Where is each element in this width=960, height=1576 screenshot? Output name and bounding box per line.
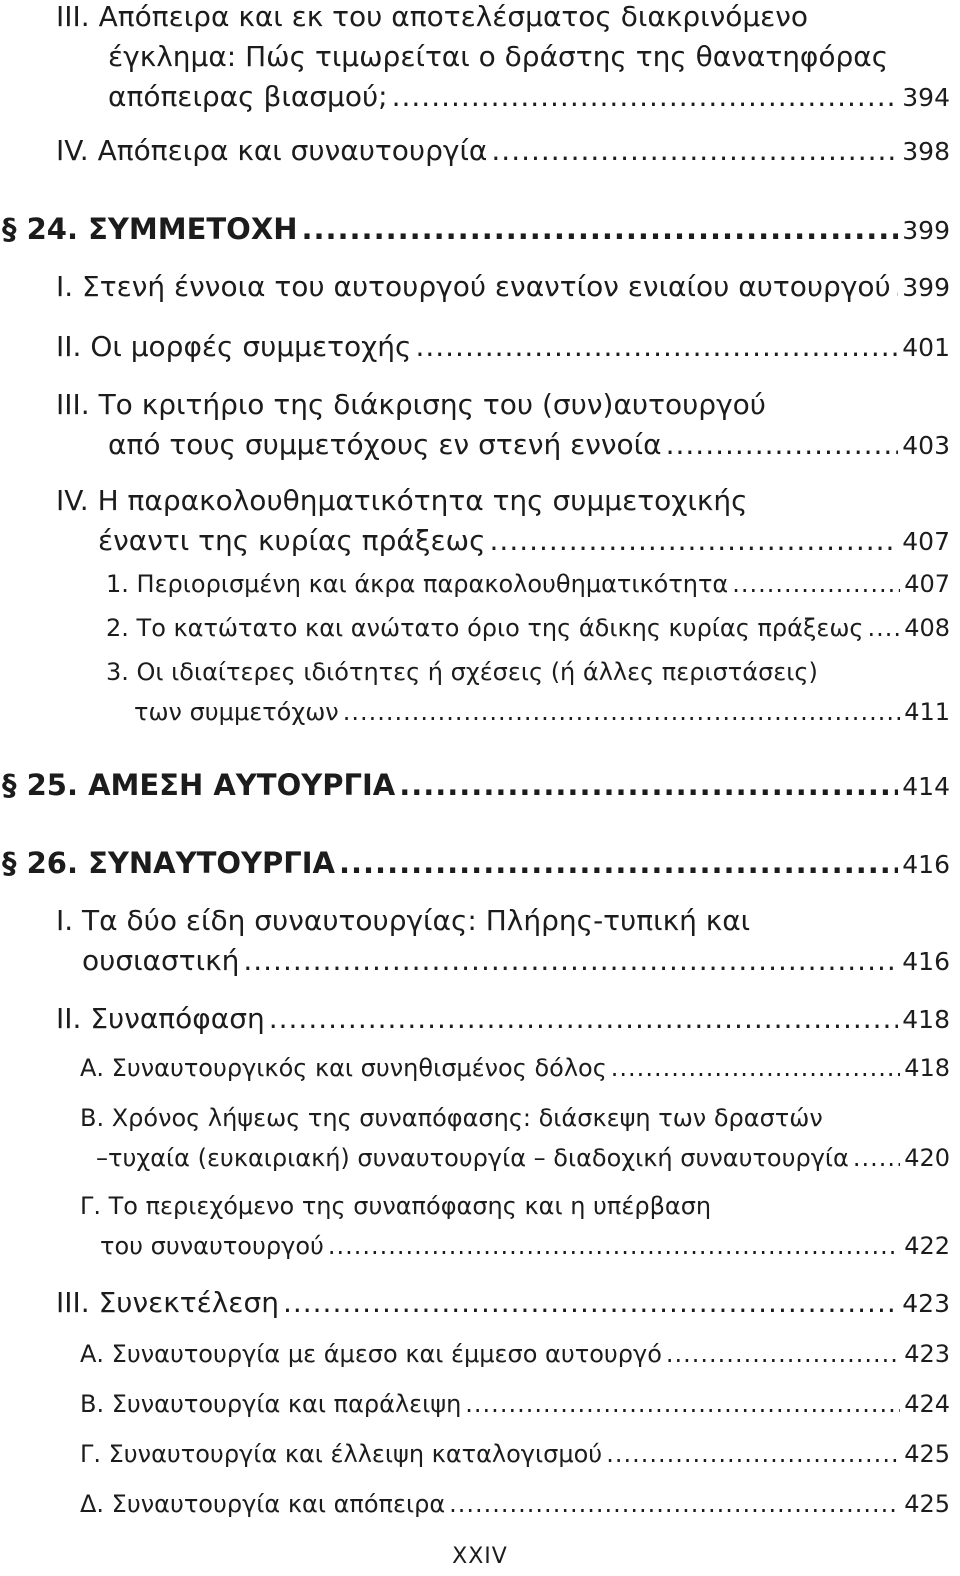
toc-entry-title: Α. Συναυτουργικός και συνηθισμένος δόλος — [80, 1054, 607, 1082]
toc-entry-title: Α. Συναυτουργία με άμεσο και έμμεσο αυτουργό — [80, 1340, 662, 1368]
toc-entry-line — [2, 768, 950, 808]
toc-page-number: 411 — [904, 698, 950, 726]
page-number-roman: XXIV — [452, 1544, 508, 1569]
toc-entry-title: έναντι της κυρίας πράξεως — [98, 524, 486, 557]
toc-entry-title: III. Απόπειρα και εκ του αποτελέσματος διακρινόμενο — [56, 0, 809, 33]
dot-leader — [269, 1002, 899, 1035]
toc-entry-line — [56, 134, 950, 174]
dot-leader — [895, 270, 899, 303]
toc-entry-line — [56, 484, 950, 524]
toc-entry-title: Γ. Το περιεχόμενο της συναπόφασης και η υπέρβαση — [80, 1192, 712, 1220]
toc-entry-title: Γ. Συναυτουργία και έλλειψη καταλογισμού — [80, 1440, 603, 1468]
toc-entry-title: III. Το κριτήριο της διάκρισης του (συν)αυτουργού — [56, 388, 766, 421]
dot-leader — [339, 846, 898, 880]
toc-entry-title: III. Συνεκτέλεση — [56, 1286, 279, 1319]
toc-page-number: 416 — [902, 850, 950, 879]
toc-page-number: 401 — [902, 333, 950, 362]
dot-leader — [853, 1144, 900, 1172]
toc-entry-line — [134, 698, 950, 738]
dot-leader — [606, 1440, 900, 1468]
dot-leader — [399, 768, 898, 802]
dot-leader — [732, 570, 900, 598]
toc-entry-line — [98, 524, 950, 564]
toc-entry-line — [2, 212, 950, 252]
dot-leader — [868, 614, 901, 642]
dot-leader — [243, 944, 898, 977]
toc-entry-title: § 25. ΑΜΕΣΗ ΑΥΤΟΥΡΓΙΑ — [2, 768, 396, 802]
toc-page-number: 424 — [904, 1390, 950, 1418]
toc-entry-line — [96, 1144, 950, 1184]
toc-page-number: 420 — [904, 1144, 950, 1172]
toc-entry-line — [106, 658, 950, 698]
toc-page-number: 422 — [904, 1232, 950, 1260]
toc-entry-title: –τυχαία (ευκαιριακή) συναυτουργία – διαδοχική συναυτουργία — [96, 1144, 849, 1172]
toc-entry-line — [80, 1340, 950, 1380]
toc-entry-line — [108, 428, 950, 468]
toc-page-number: 407 — [904, 570, 950, 598]
dot-leader — [343, 698, 900, 726]
toc-entry-title: II. Συναπόφαση — [56, 1002, 265, 1035]
toc-entry-title: 3. Οι ιδιαίτερες ιδιότητες ή σχέσεις (ή άλλες περιστάσεις) — [106, 658, 818, 686]
toc-entry-line — [80, 1390, 950, 1430]
toc-entry-line — [80, 1054, 950, 1094]
toc-entry-title: § 24. ΣΥΜΜΕΤΟΧΗ — [2, 212, 298, 246]
toc-entry-title: 2. Το κατώτατο και ανώτατο όριο της άδικης κυρίας πράξεως — [106, 614, 864, 642]
dot-leader — [666, 1340, 900, 1368]
toc-entry-line — [80, 1440, 950, 1480]
toc-entry-title: έγκλημα: Πώς τιμωρείται ο δράστης της θανατηφόρας — [108, 40, 889, 73]
toc-page-number: 423 — [904, 1340, 950, 1368]
toc-entry-line — [106, 614, 950, 654]
toc-entry-title: του συναυτουργού — [100, 1232, 324, 1260]
toc-page-number: 407 — [902, 527, 950, 556]
dot-leader — [666, 428, 899, 461]
dot-leader — [611, 1054, 900, 1082]
toc-page-number: 425 — [904, 1440, 950, 1468]
toc-entry-title: 1. Περιορισμένη και άκρα παρακολουθηματικότητα — [106, 570, 729, 598]
toc-entry-line — [56, 330, 950, 370]
toc-entry-line — [80, 1192, 950, 1232]
toc-entry-title: II. Οι μορφές συμμετοχής — [56, 330, 412, 363]
toc-entry-line — [100, 1232, 950, 1272]
toc-page-number: 394 — [902, 83, 950, 112]
toc-page-number: 418 — [904, 1054, 950, 1082]
toc-entry-line — [56, 0, 950, 40]
dot-leader — [449, 1490, 900, 1518]
toc-entry-title: Δ. Συναυτουργία και απόπειρα — [80, 1490, 446, 1518]
dot-leader — [415, 330, 898, 363]
toc-entry-title: Β. Συναυτουργία και παράλειψη — [80, 1390, 462, 1418]
toc-entry-title: ουσιαστική — [82, 944, 240, 977]
toc-page-number: 423 — [902, 1289, 950, 1318]
toc-entry-line — [80, 1490, 950, 1530]
toc-entry-title: των συμμετόχων — [134, 698, 339, 726]
toc-entry-line — [56, 904, 950, 944]
toc-entry-title: IV. Η παρακολουθηματικότητα της συμμετοχικής — [56, 484, 748, 517]
toc-page-number: 398 — [902, 137, 950, 166]
dot-leader — [490, 524, 899, 557]
dot-leader — [392, 80, 899, 113]
toc-entry-line — [56, 1286, 950, 1326]
dot-leader — [465, 1390, 900, 1418]
toc-entry-title: I. Στενή έννοια του αυτουργού εναντίον ενιαίου αυτουργού — [56, 270, 891, 303]
toc-page-number: 425 — [904, 1490, 950, 1518]
toc-page-number: 416 — [902, 947, 950, 976]
dot-leader — [301, 212, 898, 246]
toc-entry-line — [106, 570, 950, 610]
toc-page-number: 408 — [904, 614, 950, 642]
toc-entry-title: απόπειρας βιασμού; — [108, 80, 388, 113]
toc-entry-line — [108, 40, 950, 80]
toc-entry-line — [108, 80, 950, 120]
toc-entry-title: Β. Χρόνος λήψεως της συναπόφασης: διάσκεψη των δραστών — [80, 1104, 823, 1132]
toc-entry-line — [56, 388, 950, 428]
toc-page-number: 399 — [902, 273, 950, 302]
toc-entry-title: IV. Απόπειρα και συναυτουργία — [56, 134, 488, 167]
toc-page-number: 418 — [902, 1005, 950, 1034]
dot-leader — [491, 134, 898, 167]
toc-entry-line — [2, 846, 950, 886]
toc-entry-line — [56, 1002, 950, 1042]
toc-entry-title: § 26. ΣΥΝΑΥΤΟΥΡΓΙΑ — [2, 846, 335, 880]
toc-page-number: 414 — [902, 772, 950, 801]
toc-page-number: 403 — [902, 431, 950, 460]
toc-entry-line — [82, 944, 950, 984]
toc-entry-line — [80, 1104, 950, 1144]
dot-leader — [328, 1232, 900, 1260]
toc-entry-title: από τους συμμετόχους εν στενή εννοία — [108, 428, 662, 461]
toc-entry-title: I. Τα δύο είδη συναυτουργίας: Πλήρης-τυπική και — [56, 904, 751, 937]
dot-leader — [283, 1286, 898, 1319]
toc-entry-line — [56, 270, 950, 310]
toc-page-number: 399 — [902, 216, 950, 245]
